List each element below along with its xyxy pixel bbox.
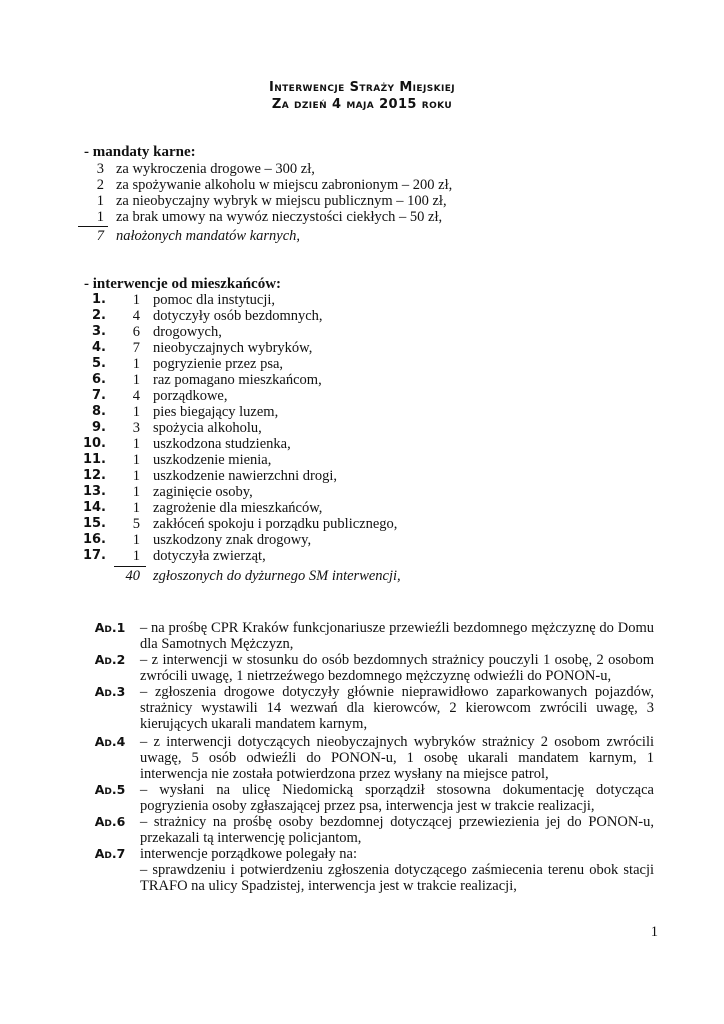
list-text: pogryzienie przez psa, bbox=[153, 356, 284, 372]
document-title-line-1: Interwencje Straży Miejskiej bbox=[268, 80, 456, 95]
list-index: 15. bbox=[82, 516, 106, 531]
mandaty-count: 2 bbox=[96, 177, 104, 193]
list-count: 1 bbox=[132, 532, 140, 548]
list-index: 5. bbox=[92, 356, 106, 371]
ad-text: – strażnicy na prośbę osoby bezdomnej dotyczącej przewiezienia jej do PONON-u, przekazali tą interwencję policjantom, bbox=[140, 814, 654, 846]
list-count: 1 bbox=[132, 356, 140, 372]
list-index: 13. bbox=[82, 484, 106, 499]
ad-label: Ad.1 bbox=[94, 620, 126, 635]
ad-text: – zgłoszenia drogowe dotyczyły głównie nieprawidłowo zaparkowanych pojazdów, strażnicy wystawili 14 wezwań dla kierowców, 2 kierowcom zwrócili uwagę, 3 kierujących ukarali mandatem karnym, bbox=[140, 684, 654, 732]
list-text: zakłóceń spokoju i porządku publicznego, bbox=[153, 516, 398, 532]
list-index: 1. bbox=[92, 292, 106, 307]
mandaty-count: 1 bbox=[96, 209, 104, 225]
list-text: zaginięcie osoby, bbox=[153, 484, 253, 500]
list-count: 1 bbox=[132, 500, 140, 516]
list-text: dotyczyła zwierząt, bbox=[153, 548, 266, 564]
ad-label: Ad.5 bbox=[94, 782, 126, 797]
page-number: 1 bbox=[650, 924, 658, 940]
ad-label: Ad.4 bbox=[94, 734, 126, 749]
ad-text: interwencje porządkowe polegały na: bbox=[140, 846, 358, 862]
list-index: 14. bbox=[82, 500, 106, 515]
list-text: uszkodzenie nawierzchni drogi, bbox=[153, 468, 337, 484]
interwencje-total-count: 40 bbox=[125, 568, 140, 584]
ad-text: – z interwencji w stosunku do osób bezdomnych strażnicy pouczyli 1 osobę, 2 osobom zwrócili uwagę, 1 nietrzeźwego bezdomnego mężczyznę odwieźli do PONON-u, bbox=[140, 652, 654, 684]
list-index: 9. bbox=[92, 420, 106, 435]
mandaty-text: za spożywanie alkoholu w miejscu zabronionym – 200 zł, bbox=[116, 177, 453, 193]
list-text: zagrożenie dla mieszkańców, bbox=[153, 500, 323, 516]
list-index: 6. bbox=[92, 372, 106, 387]
document-title-line-2: Za dzień 4 maja 2015 roku bbox=[271, 97, 453, 112]
list-text: drogowych, bbox=[153, 324, 222, 340]
list-count: 1 bbox=[132, 404, 140, 420]
list-index: 12. bbox=[82, 468, 106, 483]
list-index: 17. bbox=[82, 548, 106, 563]
mandaty-count: 1 bbox=[96, 193, 104, 209]
mandaty-text: za nieobyczajny wybryk w miejscu publicznym – 100 zł, bbox=[116, 193, 447, 209]
list-count: 1 bbox=[132, 436, 140, 452]
sum-line bbox=[78, 226, 108, 227]
ad-text: – wysłani na ulicę Niedomicką sporządził stosowna dokumentację dotycząca pogryzienia osoby zgłaszającej przez psa, interwencja jest w trakcie realizacji, bbox=[140, 782, 654, 814]
list-count: 1 bbox=[132, 484, 140, 500]
list-text: pies biegający luzem, bbox=[153, 404, 279, 420]
list-count: 1 bbox=[132, 292, 140, 308]
list-index: 8. bbox=[92, 404, 106, 419]
list-count: 3 bbox=[132, 420, 140, 436]
list-index: 2. bbox=[92, 308, 106, 323]
ad-label: Ad.7 bbox=[94, 846, 126, 861]
list-index: 4. bbox=[92, 340, 106, 355]
interwencje-heading: - interwencje od mieszkańców: bbox=[84, 276, 282, 292]
ad-text: – z interwencji dotyczących nieobyczajnych wybryków strażnicy 2 osobom zwrócili uwagę, 5 osób odwieźli do PONON-u, 1 osobę ukarali mandatem karnym, 1 interwencja nie została potwierdzona przez wysłany na miejsce patrol, bbox=[140, 734, 654, 782]
list-text: spożycia alkoholu, bbox=[153, 420, 262, 436]
sum-line bbox=[114, 566, 146, 567]
list-text: raz pomagano mieszkańcom, bbox=[153, 372, 322, 388]
list-text: dotyczyły osób bezdomnych, bbox=[153, 308, 323, 324]
list-text: uszkodzenie mienia, bbox=[153, 452, 272, 468]
list-count: 4 bbox=[132, 308, 140, 324]
list-count: 4 bbox=[132, 388, 140, 404]
list-text: uszkodzona studzienka, bbox=[153, 436, 291, 452]
ad-label: Ad.3 bbox=[94, 684, 126, 699]
list-text: uszkodzony znak drogowy, bbox=[153, 532, 312, 548]
list-count: 1 bbox=[132, 468, 140, 484]
mandaty-text: za brak umowy na wywóz nieczystości ciekłych – 50 zł, bbox=[116, 209, 443, 225]
ad-text: – na prośbę CPR Kraków funkcjonariusze przewieźli bezdomnego mężczyznę do Domu dla Samotnych Mężczyzn, bbox=[140, 620, 654, 652]
list-text: nieobyczajnych wybryków, bbox=[153, 340, 313, 356]
list-index: 3. bbox=[92, 324, 106, 339]
list-text: porządkowe, bbox=[153, 388, 228, 404]
list-count: 1 bbox=[132, 372, 140, 388]
list-index: 10. bbox=[82, 436, 106, 451]
list-index: 11. bbox=[82, 452, 106, 467]
list-count: 6 bbox=[132, 324, 140, 340]
list-count: 5 bbox=[132, 516, 140, 532]
list-index: 16. bbox=[82, 532, 106, 547]
interwencje-total-text: zgłoszonych do dyżurnego SM interwencji, bbox=[153, 568, 401, 584]
mandaty-text: za wykroczenia drogowe – 300 zł, bbox=[116, 161, 315, 177]
ad-label: Ad.6 bbox=[94, 814, 126, 829]
list-text: pomoc dla instytucji, bbox=[153, 292, 276, 308]
list-count: 1 bbox=[132, 452, 140, 468]
ad-label: Ad.2 bbox=[94, 652, 126, 667]
mandaty-total-text: nałożonych mandatów karnych, bbox=[116, 228, 301, 244]
ad-text-continued: – sprawdzeniu i potwierdzeniu zgłoszenia dotyczącego zaśmiecenia terenu obok stacji TRAFO na ulicy Spadzistej, interwencja jest w trakcie realizacji, bbox=[140, 862, 654, 894]
list-count: 1 bbox=[132, 548, 140, 564]
mandaty-heading: - mandaty karne: bbox=[84, 144, 196, 160]
mandaty-total-count: 7 bbox=[96, 228, 104, 244]
mandaty-count: 3 bbox=[96, 161, 104, 177]
list-count: 7 bbox=[132, 340, 140, 356]
list-index: 7. bbox=[92, 388, 106, 403]
